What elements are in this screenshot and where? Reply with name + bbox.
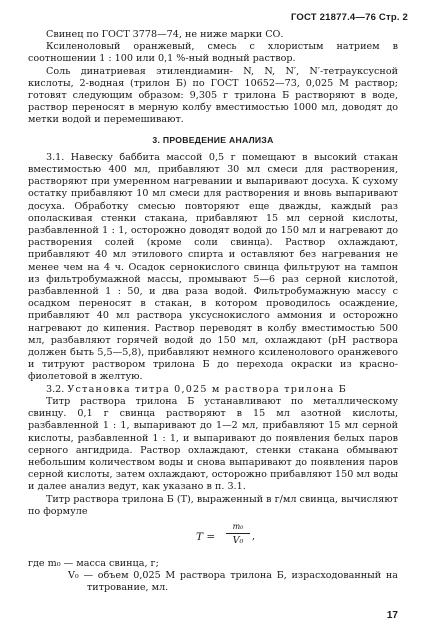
paragraph-titration: Титр раствора трилона Б устанавливают по металлическому свинцу. 0,1 г свинца растворяют в 15 мл азотной кислоты, разбавленной 1 : 1, выпаривают до 1—2 мл, прибавляют 15 мл серной кислоты, разбавленной 1 : 1, и выпаривают до появления белых паров серного ангидрида. Раствор охлаждают, стенки стакана обмывают небольшим количеством воды и снова выпаривают до появления паров серной кислоты, затем охлаждают, осторожно прибавляют 150 мл воды и далее анализ ведут, как указано в п. 3.1. xyxy=(28,395,398,493)
section-title: 3. ПРОВЕДЕНИЕ АНАЛИЗА xyxy=(152,134,274,145)
fraction-bar xyxy=(226,533,250,534)
variable-definitions xyxy=(28,558,398,595)
clause-number: 3.2. xyxy=(46,383,65,395)
paragraph-lead: Свинец по ГОСТ 3778—74, не ниже марки СО. xyxy=(46,29,284,40)
page-number: 17 xyxy=(386,610,398,621)
paragraph-3-1: 3.1. Навеску баббита массой 0,5 г помещают в высокий стакан вместимостью 400 мл, прибавляют 30 мл смеси для растворения, растворяют при умеренном нагревании и выпаривают досуха. К сухому остатку прибавляют 10 мл смеси для растворения и вновь выпаривают досуха. Обработку смесью повторяют еще дважды, каждый раз ополаскивая стенки стакана, прибавляют 15 мл серной кислоты, разбавленной 1 : 1, осторожно доводят водой до 150 мл и нагревают до растворения солей (кроме соли свинца). Раствор охлаждают, прибавляют 40 мл этилового спирта и оставляют без нагревания не менее чем на 4 ч. Осадок сернокислого свинца фильтруют на тампон из фильтробумажной массы, промывают 5—6 раз серной кислотой, разбавленной 1 : 50, и два раза водой. Фильтробумажную массу с осадком переносят в стакан, в котором проводилось осаждение, прибавляют 40 мл раствора уксуснокислого аммония и осторожно нагревают до кипения. Раствор переводят в колбу вместимостью 500 мл, разбавляют горячей водой до 150 мл, охлаждают (рН раствора должен быть 5,5—5,8), прибавляют немного ксиленолового оранжевого и титруют раствором трилона Б до перехода окраски из красно-фиолетовой в желтую. xyxy=(28,151,398,383)
formula-suffix: , xyxy=(252,530,256,542)
standard-code: ГОСТ 21877.4—76 xyxy=(290,12,377,23)
formula-denominator: V₀ xyxy=(232,534,244,546)
definition-m0: где m₀ — масса свинца, г; xyxy=(28,557,159,569)
formula-fraction xyxy=(226,522,250,546)
paragraph-formula-intro: Титр раствора трилона Б (T), выраженный в г/мл свинца, вычисляют по формуле xyxy=(28,493,398,517)
paragraph-xylenol: Ксиленоловый оранжевый, смесь с хлористым натрием в соотношении 1 : 100 или 0,1 %-ный водный раствор. xyxy=(28,41,398,65)
titer-formula xyxy=(28,522,398,552)
definition-v0: V₀ — объем 0,025 М раствора трилона Б, израсходованный на титрование, мл. xyxy=(68,570,398,594)
paragraph-trilon: Соль динатриевая этилендиамин- N, N, N′, N′-тетрауксусной кислоты, 2-водная (трилон Б) по ГОСТ 10652—73, 0,025 М раствор; готовят следующим образом: 9,305 г трилона Б растворяют в воде, раствор переносят в мерную колбу вместимостью 1000 мл, доводят до метки водой и перемешивают. xyxy=(28,65,398,126)
formula-lhs: T = xyxy=(196,530,216,543)
document-body xyxy=(28,29,398,595)
page-label: Стр. 2 xyxy=(378,12,408,23)
clause-title: Установка титра 0,025 м раствора трилона Б xyxy=(67,383,347,395)
paragraph-3-2 xyxy=(28,384,398,396)
formula-numerator: m₀ xyxy=(232,521,244,531)
page-header xyxy=(291,12,408,23)
